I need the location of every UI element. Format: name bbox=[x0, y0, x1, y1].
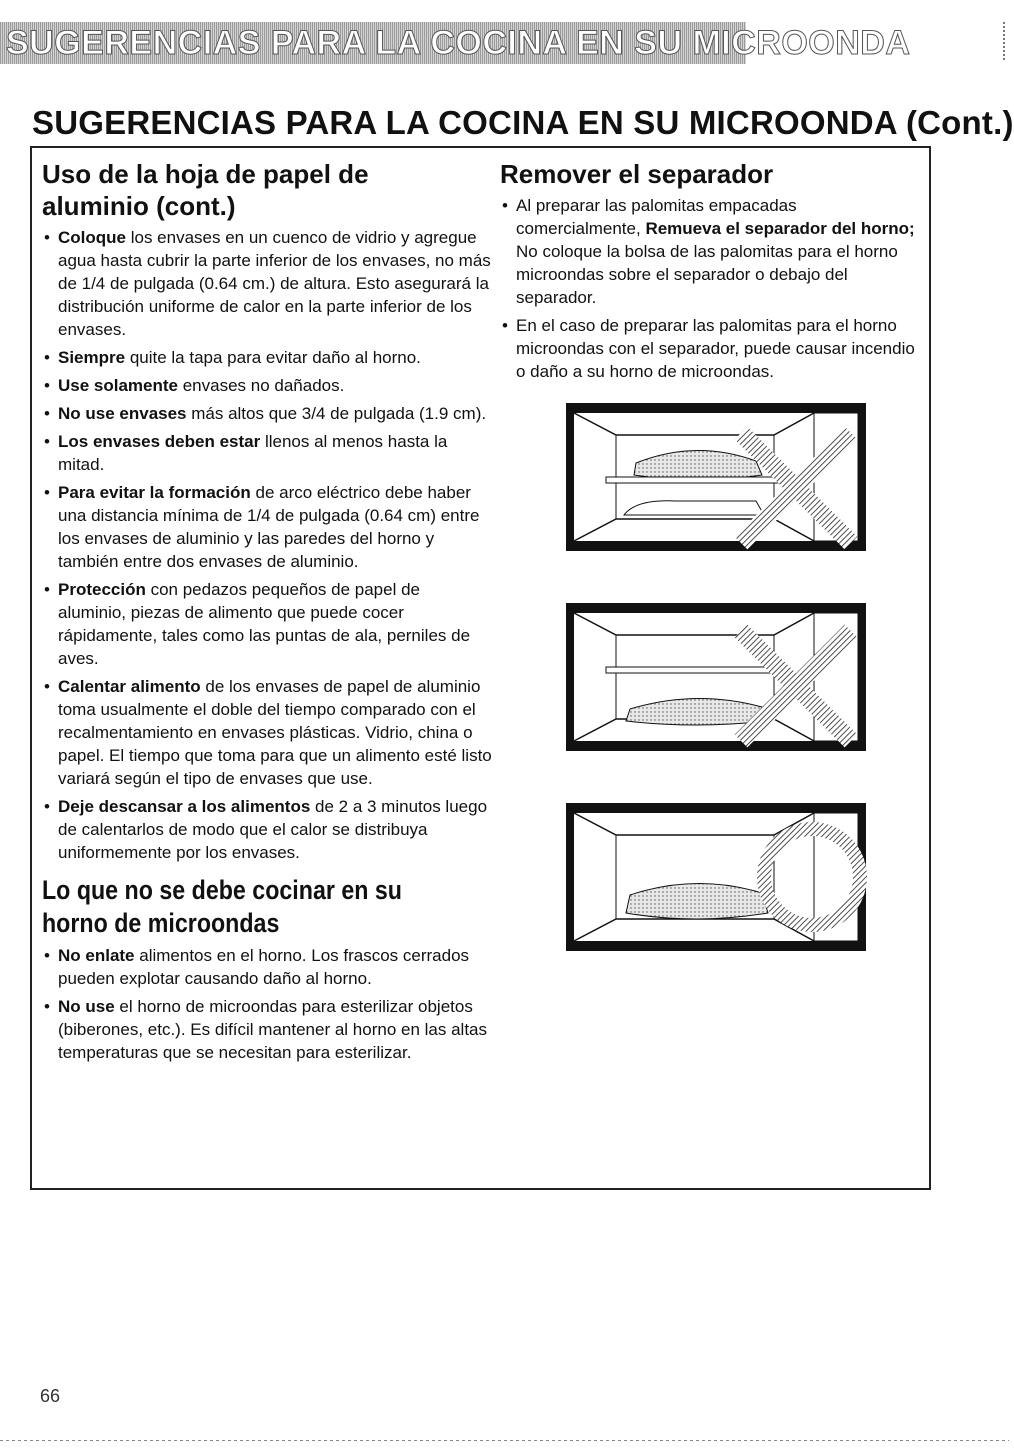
list-item: • En el caso de preparar las palomitas para el horno microondas con el separador, puede causar incendio o daño a su horno de microondas. bbox=[502, 316, 915, 381]
item-lead: Calentar alimento bbox=[58, 677, 201, 696]
remove-rack-list bbox=[500, 194, 920, 383]
list-item: • Use solamente envases no dañados. bbox=[44, 376, 345, 395]
item-lead: Deje descansar a los alimentos bbox=[58, 797, 311, 816]
item-text: En el caso de preparar las palomitas para el horno microondas con el separador, puede causar incendio o daño a su horno de microondas. bbox=[516, 316, 915, 381]
item-text: Al preparar las palomitas empacadas comercialmente, bbox=[516, 196, 797, 238]
item-text: el horno de microondas para esterilizar objetos (biberones, etc.). Es difícil mantener al horno en las altas temperaturas que se necesitan para esterilizar. bbox=[58, 997, 487, 1062]
item-text: con pedazos pequeños de papel de aluminio, piezas de alimento que puede cocer rápidamente, tales como las puntas de ala, perniles de aves. bbox=[58, 580, 471, 668]
item-lead: Remueva el separador del horno; bbox=[645, 219, 915, 238]
item-lead: Siempre bbox=[58, 348, 126, 367]
scan-edge-mark bbox=[1003, 22, 1005, 60]
item-text: alimentos en el horno. Los frascos cerrados pueden explotar causando daño al horno. bbox=[58, 946, 470, 988]
list-item: • No use envases más altos que 3/4 de pulgada (1.9 cm). bbox=[44, 404, 487, 423]
list-item: • Para evitar la formación de arco eléctrico debe haber una distancia mínima de 1/4 de pulgada (0.64 cm) entre los envases de aluminio y las paredes del horno y también entre dos envases de aluminio. bbox=[44, 483, 480, 571]
list-item: • Al preparar las palomitas empacadas comercialmente, Remueva el separador del horno; No coloque la bolsa de las palomitas para el horno microondas sobre el separador o debajo del separador. bbox=[502, 196, 915, 307]
list-item: • No use el horno de microondas para esterilizar objetos (biberones, etc.). Es difícil mantener al horno en las altas temperaturas que se necesitan para esterilizar. bbox=[44, 997, 487, 1062]
item-text: quite la tapa para evitar daño al horno. bbox=[125, 348, 421, 367]
oven-popcorn-no-rack-correct-illustration bbox=[566, 803, 866, 951]
oven-popcorn-on-rack-wrong-illustration bbox=[566, 403, 866, 551]
section-title-do-not-cook-line2: horno de microondas bbox=[42, 908, 280, 938]
bottom-rule bbox=[0, 1440, 1009, 1441]
list-item: • No enlate alimentos en el horno. Los frascos cerrados pueden explotar causando daño al horno. bbox=[44, 946, 470, 988]
item-lead: No use bbox=[58, 997, 115, 1016]
list-item: • Protección con pedazos pequeños de papel de aluminio, piezas de alimento que puede cocer rápidamente, tales como las puntas de ala, perniles de aves. bbox=[44, 580, 471, 668]
section-title-remove-rack: Remover el separador bbox=[500, 159, 774, 189]
item-text: de arco eléctrico debe haber una distancia mínima de 1/4 de pulgada (0.64 cm) entre los envases de aluminio y las paredes del horno y también entre dos envases de aluminio. bbox=[58, 483, 480, 571]
list-item: • Los envases deben estar llenos al menos hasta la mitad. bbox=[44, 432, 448, 474]
item-lead: Para evitar la formación bbox=[58, 483, 251, 502]
item-text: No coloque la bolsa de las palomitas para el horno microondas sobre el separador o debajo del separador. bbox=[516, 242, 898, 307]
section-title-aluminum bbox=[42, 158, 492, 222]
section-title-aluminum-line2: aluminio (cont.) bbox=[42, 191, 236, 221]
item-lead: No use envases bbox=[58, 404, 187, 423]
item-lead: Coloque bbox=[58, 228, 126, 247]
list-item: • Coloque los envases en un cuenco de vidrio y agregue agua hasta cubrir la parte inferior de los envases, no más de 1/4 de pulgada (0.64 cm.) de altura. Esto asegurará la distribución uniforme de calor en la parte inferior de los envases. bbox=[44, 228, 491, 339]
section-banner bbox=[0, 22, 911, 64]
item-text: más altos que 3/4 de pulgada (1.9 cm). bbox=[186, 404, 487, 423]
item-lead: Los envases deben estar bbox=[58, 432, 261, 451]
aluminum-tips-list bbox=[42, 226, 492, 864]
content-box bbox=[30, 146, 931, 1190]
section-title-do-not-cook bbox=[42, 874, 489, 940]
page-title: SUGERENCIAS PARA LA COCINA EN SU MICROONDA (Cont.) bbox=[32, 104, 1014, 141]
item-text: envases no dañados. bbox=[178, 376, 345, 395]
list-item: • Siempre quite la tapa para evitar daño al horno. bbox=[44, 348, 421, 367]
do-not-cook-list bbox=[42, 944, 492, 1064]
right-column bbox=[500, 158, 920, 403]
item-text: los envases en un cuenco de vidrio y agregue agua hasta cubrir la parte inferior de los envases, no más de 1/4 de pulgada (0.64 cm.) de altura. Esto asegurará la distribución uniforme de calor en la parte inferior de los envases. bbox=[58, 228, 491, 339]
section-title-do-not-cook-line1: Lo que no se debe cocinar en su bbox=[42, 875, 402, 905]
item-lead: Protección bbox=[58, 580, 146, 599]
banner-text: SUGERENCIAS PARA LA COCINA EN SU MICROONDA bbox=[6, 24, 911, 62]
item-text: de los envases de papel de aluminio toma usualmente el doble del tiempo comparado con el recalmentamiento en envases plásticas. Vidrio, china o papel. El tiempo que toma para que un alimento esté listo variará según el tipo de envases que use. bbox=[58, 677, 492, 788]
item-text: de 2 a 3 minutos luego de calentarlos de modo que el calor se distribuya uniformemente por los envases. bbox=[58, 797, 488, 862]
list-item: • Calentar alimento de los envases de papel de aluminio toma usualmente el doble del tiempo comparado con el recalmentamiento en envases plásticas. Vidrio, china o papel. El tiempo que toma para que un alimento esté listo variará según el tipo de envases que use. bbox=[44, 677, 492, 788]
left-column bbox=[42, 158, 492, 1069]
item-lead: Use solamente bbox=[58, 376, 178, 395]
oven-popcorn-under-rack-wrong-illustration bbox=[566, 603, 866, 751]
item-lead: No enlate bbox=[58, 946, 135, 965]
list-item: • Deje descansar a los alimentos de 2 a 3 minutos luego de calentarlos de modo que el calor se distribuya uniformemente por los envases. bbox=[44, 797, 488, 862]
page-number: 66 bbox=[40, 1386, 61, 1406]
item-text: llenos al menos hasta la mitad. bbox=[58, 432, 448, 474]
section-title-aluminum-line1: Uso de la hoja de papel de bbox=[42, 159, 369, 189]
